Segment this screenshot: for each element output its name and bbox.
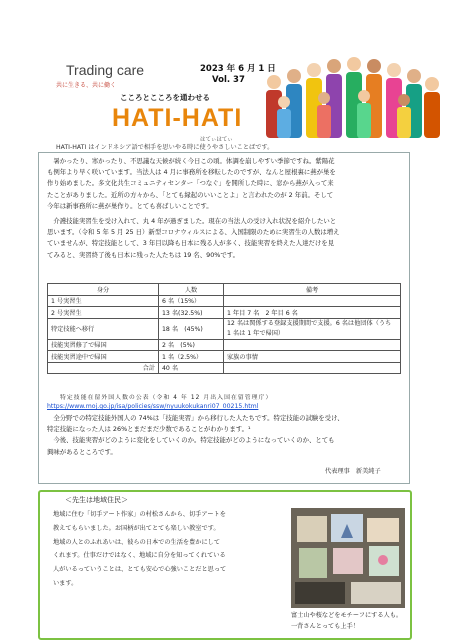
text-line: 興味があるところです。 [47,447,117,456]
table-cell: 技能実習修了で帰国 [48,339,159,351]
table-cell: 特定技能へ移行 [48,318,159,339]
table-row [48,318,401,339]
text-line: たことがありました。近所の方々から、「とても縁起のいいことよ」と言われたのが 2 年前。そして [47,190,334,199]
text-line: 今年は新事務所に燕が巣作り。とても喜ばしいことです。 [47,201,213,210]
tagline: こころとこころを通わせる [120,93,210,102]
text-line: 地域の人とのふれあいは、彼らの日本での生活を豊かにして [53,538,221,546]
table-cell: 2 名 (5%) [159,339,224,351]
table-cell [224,362,401,374]
crowd-figures [266,57,440,138]
brand-subtitle: 共に生きる、共に働く [56,82,117,89]
table-row [48,307,401,319]
table-row [48,295,401,307]
text-line: 全分野での特定技能外国人の 74%は「技能実習」から移行した人たちです。特定技能の試験を受け、 [47,414,344,422]
article-paragraph-3 [47,413,399,458]
photo-caption: 富士山や桜などをモチーフにする人も。一背さんとっても上手！ [291,612,403,630]
text-line: ていませんが、特定技能として、3 年目以降も日本に残る人が多く、技能実習を終えた人達だけを見 [47,239,335,248]
text-line: 介護技能実習生を受け入れて、丸 4 年が過ぎました。現在の当法人の受け入れ状況を紹介したいと [47,217,337,225]
total-label: 合計 [48,362,159,374]
table-cell: 18 名 (45%) [159,318,224,339]
text-line: 暑かったり、寒かったり、不思議な天候が続く今日この頃。体調を崩しやすい季節ですね。紫陽花 [47,157,335,165]
table-cell: 13 名(32.5%) [159,307,224,319]
column-header-notes: 備考 [224,284,401,296]
text-line: 作り始めました。多文化共生コミュニティセンター「つなぐ」を開所した時に、窓から燕が入って来 [47,179,334,188]
people-illustration [262,52,444,142]
column-header-count: 人数 [159,284,224,296]
article-paragraph-1 [47,156,399,212]
title-reading: はてぃはてぃ [200,137,233,143]
table-cell: 家族の事情 [224,351,401,363]
text-line: います。 [53,579,78,587]
table-cell: 12 名は関係する登録支援期間で支援。6 名は他団体（うち 1 名は 1 年で帰国） [224,318,401,339]
article-paragraph-2 [47,216,399,261]
newsletter-title: HATI-HATI [112,104,243,132]
table-total-row [48,362,401,374]
text-line: 地域に住む「切手アート作家」の村松さんから、切手アートを [53,511,226,518]
section-title: ＜先生は地域住民＞ [65,496,128,504]
stamp-art-photo [291,508,405,608]
text-line: も例年より早く咲いています。当法人は 4 月に事務所を移転したのですが、なんと屋根裏に燕が巣を [47,168,336,177]
text-line: 人がいるっていうことは、とても安心で心強いことだと思って [53,566,227,574]
source-link[interactable]: https://www.moj.go.jp/isa/policies/ssw/nyuukokukanri07_00215.html [47,403,259,410]
table-cell [224,295,401,307]
issue-volume: Vol. 37 [212,75,245,85]
table-cell: 技能実習途中で帰国 [48,351,159,363]
table-cell: 6 名（15%） [159,295,224,307]
table-cell [224,339,401,351]
table-cell: 1 年目 7 名 2 年目 6 名 [224,307,401,319]
issue-date: 2023 年 6 月 1 日 [200,64,276,74]
text-line: 特定技能になった人は 26%とまだまだ少数であることがわかります。¹ [47,425,251,434]
trainee-status-table [47,283,401,374]
table-cell: 1 号実習生 [48,295,159,307]
table-row [48,351,401,363]
title-explanation: HATI-HATI はインドネシア語で相手を思いやる時に使うやさしいことばです。 [56,144,274,151]
text-line: 思います。（令和 5 年 5 月 25 日）新型コロナウィルスによる、入国制限のために実習生の人数は増え [47,228,340,237]
text-line: 教えてもらいました。お国柄が出てとても楽しい教室です。 [53,524,220,532]
text-line: くれます。仕事だけではなく、地域に自分を知ってくれている [53,552,226,560]
table-header-row [48,284,401,296]
total-value: 40 名 [159,362,224,374]
brand-name: Trading care [66,62,145,78]
text-line: てみると、実習終了後も日本に残った人たちは 19 名、90%です。 [47,250,240,259]
column-header-status: 身分 [48,284,159,296]
text-line: 今後、技能実習がどのように変化をしていくのか。特定技能がどのようになっていくのか、とても [47,436,335,445]
table-row [48,339,401,351]
table-cell: 2 号実習生 [48,307,159,319]
table-cell: 1 名（2.5%） [159,351,224,363]
section-body [53,508,283,591]
source-citation: 特定技能在留外国人数の公表（令和 4 年 12 月出入国在留管理庁） [60,395,273,401]
signature: 代表理事 新美純子 [325,468,381,475]
